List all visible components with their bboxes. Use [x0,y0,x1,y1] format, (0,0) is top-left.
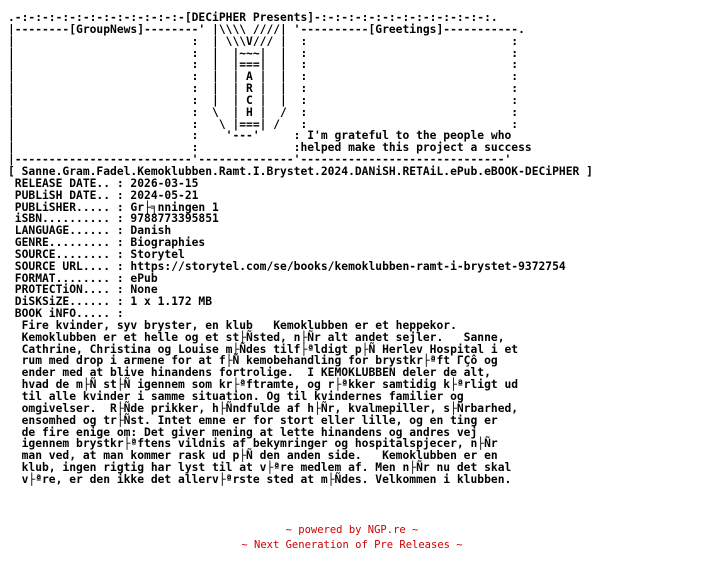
nfo-line: hvad de m├Ñ st├Ñ igennem som kr├ªftramte, og r├ªkker samtidig k├ªrligt ud [8,378,519,392]
nfo-line: | : | | R | | : : [8,82,519,96]
nfo-text [8,12,593,486]
nfo-line: | : | |===| | : : [8,58,519,72]
footer-tagline: ~ Next Generation of Pre Releases ~ [241,539,463,551]
nfo-line: man ved, at man kommer rask ud p├Ñ den anden side. Kemoklubben er en [8,449,498,463]
nfo-line: ender med at blive hinandens fortrolige. I KEMOKLUBBEN deler de alt, [8,366,491,380]
nfo-line: PROTECTiON.... : None [8,283,158,297]
nfo-line: igennem brystkr├ªftens vildnis af bekymringer og hospitalspjecer, n├Ñr [8,437,498,451]
nfo-line: |--------[GroupNews]--------' |\\\\ ////| '----------[Greetings]-----------. [8,22,525,36]
nfo-line: | : | | C | | : : [8,93,519,107]
nfo-line: | : \ |===| / : : [8,117,519,131]
nfo-line: .-:-:-:-:-:-:-:-:-:-:-:-:-[DECiPHER Presents]-:-:-:-:-:-:-:-:-:-:-:-:-:. [8,11,498,24]
nfo-line: | : | | A | | : : [8,70,519,84]
nfo-line: GENRE......... : Biographies [8,236,206,250]
nfo-line: omgivelser. R├Ñde prikker, h├Ñndfulde af h├Ñr, kvalmepiller, s├Ñrbarhed, [8,401,519,415]
nfo-line: klub, ingen rigtig har lyst til at v├ªre medlem af. Men n├Ñr nu det skal [8,461,512,475]
nfo-line: FORMAT........ : ePub [8,271,158,285]
nfo-line: de fire enige om: Det giver mening at lette hinandens og andres vej [8,425,478,439]
nfo-line: | : :helped make this project a success [8,141,532,155]
nfo-line: Fire kvinder, syv bryster, en klub Kemoklubben er et heppekor. [8,318,457,332]
nfo-line: iSBN.......... : 9788773395851 [8,212,219,226]
nfo-line: v├ªre, er den ikke det allerv├ªrste sted at m├Ñdes. Velkommen i klubben. [8,472,512,486]
nfo-line: | : | |~~~| | : : [8,46,519,60]
nfo-line: SOURCE URL.... : https://storytel.com/se/books/kemoklubben-ramt-i-brystet-9372754 [8,259,566,273]
footer [0,523,704,553]
footer-powered-by: ~ powered by NGP.re ~ [285,524,419,536]
nfo-line: BOOK iNFO..... : [8,307,124,321]
nfo-line: [ Sanne.Gram.Fadel.Kemoklubben.Ramt.I.Brystet.2024.DANiSH.RETAiL.ePub.eBOOK-DECiPHER ] [8,164,593,178]
nfo-line: ensomhed og tr├Ñst. Intet emne er for stort eller lille, og en ting er [8,413,498,427]
nfo-line: | : | \\\V/// | : : [8,34,519,48]
nfo-line: RELEASE DATE.. : 2026-03-15 [8,176,199,190]
nfo-line: | : \ | H | / : : [8,105,519,119]
nfo-line: PUBLiSHER..... : Gr├╕nningen 1 [8,200,219,214]
nfo-line: til alle kvinder i samme situation. Og til kvindernes familier og [8,390,464,403]
nfo-line: PUBLiSH DATE.. : 2024-05-21 [8,188,199,202]
nfo-line: |--------------------------'--------------'------------------------------' [8,153,512,167]
nfo-line: SOURCE........ : Storytel [8,247,185,261]
nfo-line: DiSKSiZE...... : 1 x 1.172 MB [8,295,213,309]
nfo-line: Cathrine, Christina og Louise m├Ñdes tilf├ªldigt p├Ñ Herlev Hospital i et [8,342,519,356]
nfo-line: Kemoklubben er et helle og et st├Ñsted, n├Ñr alt andet sejler. Sanne, [8,330,505,344]
nfo-line: LANGUAGE...... : Danish [8,224,172,238]
nfo-line: rum med drop i armene for at f├Ñ kemobehandling for brystkr├ªft ΓÇô og [8,354,498,368]
nfo-line: | : '---' : I'm grateful to the people who [8,129,512,143]
